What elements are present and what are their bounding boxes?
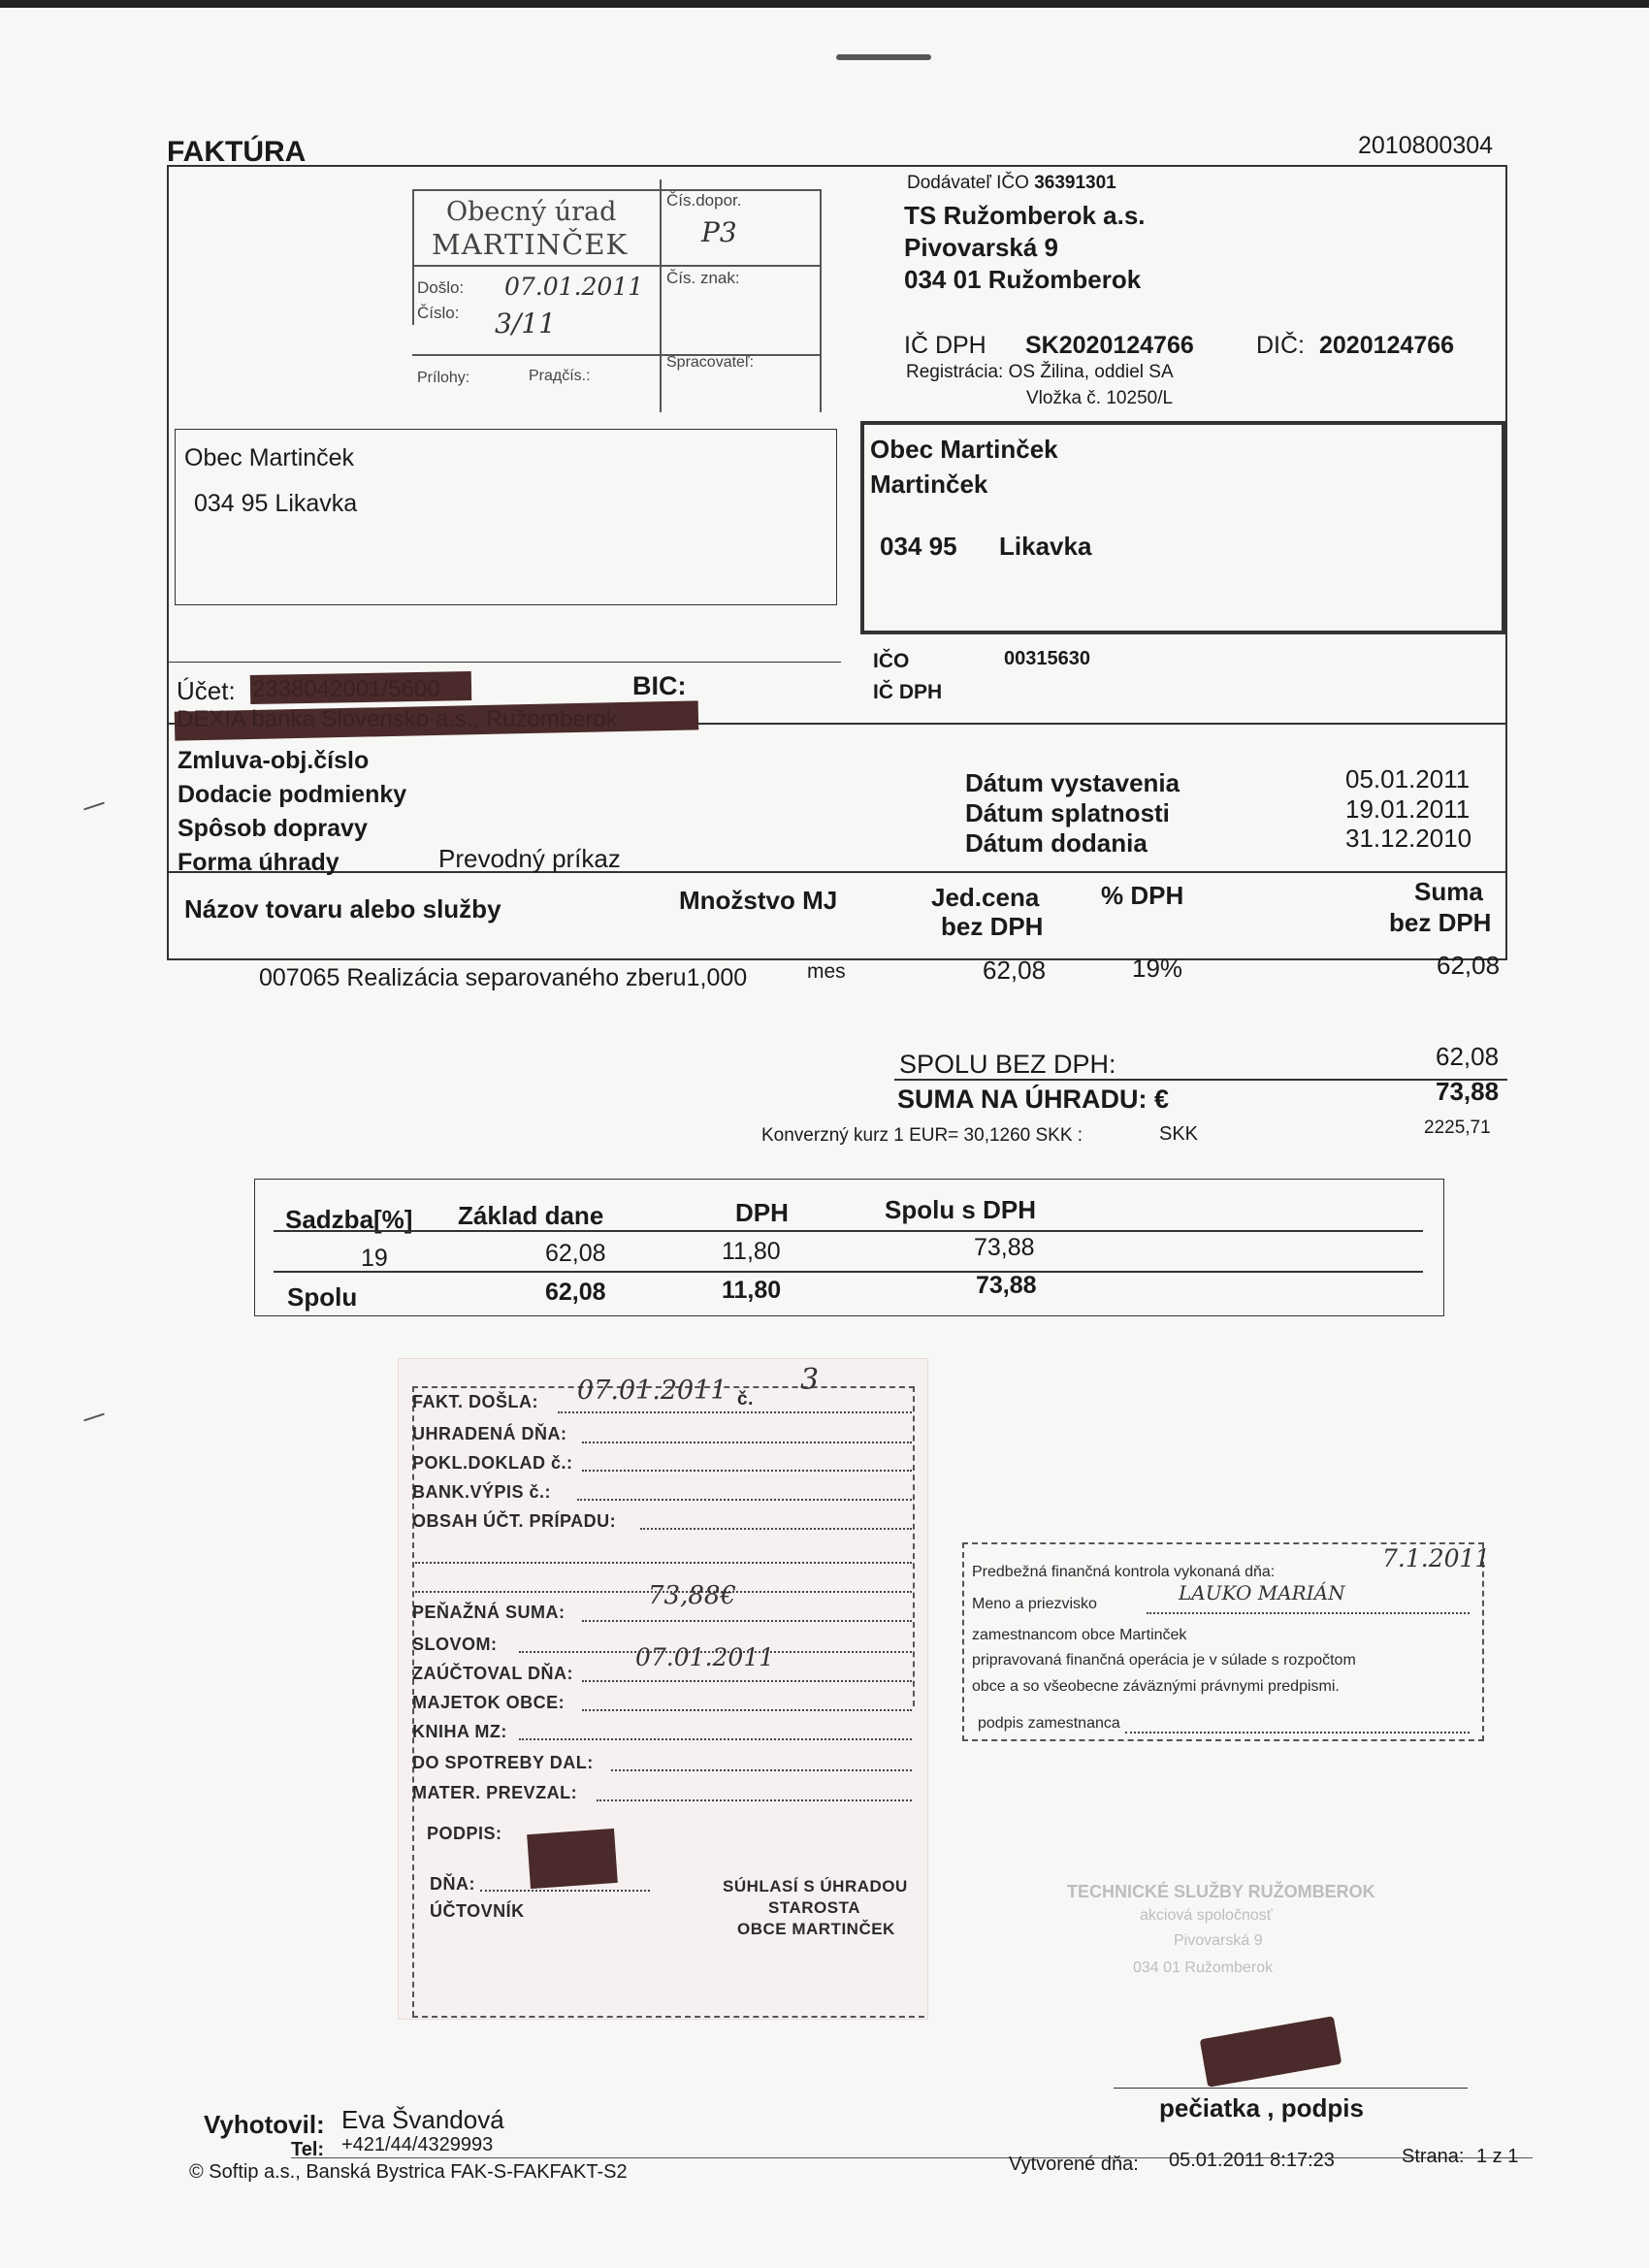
tel-label: Tel: [291, 2139, 325, 2160]
staple-mark [836, 54, 931, 60]
stamp-book-label: KNIHA MZ: [412, 1722, 507, 1741]
top-scan-edge [0, 0, 1649, 8]
stamp-accountant-label: ÚČTOVNÍK [430, 1901, 525, 1921]
supplier-city: 034 01 Ružomberok [904, 265, 1142, 294]
supplier-insert: Vložka č. 10250/L [1026, 388, 1174, 408]
subtotal-value: 62,08 [1436, 1042, 1500, 1071]
stamp-received-value: 07.01.2011 [577, 1376, 728, 1406]
col-price-header-2: bez DPH [941, 912, 1044, 941]
page-value: 1 z 1 [1476, 2146, 1519, 2167]
stamp-sign-label: PODPIS: [427, 1824, 502, 1843]
created-value: 05.01.2011 8:17:23 [1169, 2150, 1335, 2171]
invoice-number: 2010800304 [1358, 132, 1494, 159]
stamp-mayor-3: OBCE MARTINČEK [737, 1920, 895, 1938]
due-total-value: 73,88 [1436, 1077, 1500, 1106]
scan-mark-left-2 [83, 1413, 105, 1422]
stamp-day-dots [480, 1890, 650, 1892]
signature-line [1114, 2088, 1468, 2089]
stamp-material-label: MATER. PREVZAL: [412, 1783, 578, 1802]
supplier-dic-label: DIČ: [1256, 332, 1305, 359]
divider-terms [167, 871, 1507, 873]
stamp-booked-dots [582, 1680, 912, 1682]
col-sum-header-2: bez DPH [1389, 908, 1492, 937]
recipient-ico: 00315630 [1004, 648, 1090, 669]
footer-line [291, 2157, 1533, 2158]
vat-col-base-header: Základ dane [458, 1201, 604, 1230]
bic-label: BIC: [632, 671, 687, 700]
stamp-received-dots [558, 1411, 912, 1413]
recipient-right-line2: Martinček [870, 470, 988, 499]
item-vat: 19% [1132, 954, 1183, 983]
stamp-paid-label: UHRADENÁ DŇA: [412, 1424, 567, 1443]
control-line5: obce a so všeobecne záväznými právnymi predpismi. [972, 1678, 1340, 1695]
due-label: Dátum splatnosti [965, 798, 1170, 827]
stamp-amount-value: 73,88€ [648, 1581, 736, 1610]
vat-table [254, 1179, 1444, 1316]
control-line1: Predbežná finančná kontrola vykonaná dňa: [972, 1564, 1276, 1580]
stamp-day-label: DŇA: [430, 1874, 475, 1894]
company-stamp-line4: 034 01 Ružomberok [1133, 1960, 1274, 1976]
intake-stamp: Obecný úrad MARTINČEK Došlo: 07.01.2011 Číslo: 3/11 Prílohy: Prадčís.: Čís.dopor. P3 Čís. znak: Spracovateľ: [412, 179, 824, 412]
stamp-received-label: FAKT. DOŠLA: [412, 1392, 538, 1411]
col-sum-header-1: Suma [1414, 877, 1483, 906]
account-label: Účet: [177, 676, 236, 705]
supplier-icdph: SK2020124766 [1025, 332, 1194, 359]
vat-total-total: 73,88 [976, 1272, 1037, 1299]
due-total-label: SUMA NA ÚHRADU: € [897, 1085, 1169, 1114]
stamp-event-label: OBSAH ÚČT. PRÍPADU: [412, 1511, 617, 1531]
stamp-property-label: MAJETOK OBCE: [412, 1693, 566, 1712]
conversion-unit: SKK [1159, 1123, 1199, 1145]
control-line4: pripravovaná finančná operácia je v súlade s rozpočtom [972, 1652, 1356, 1669]
item-price: 62,08 [983, 956, 1047, 985]
vat-col-rate-header: Sadzba[%] [285, 1205, 413, 1234]
vat-total-base: 62,08 [545, 1279, 606, 1306]
bank-name: DEXIA banka Slovensko a.s., Ružomberok [177, 706, 618, 732]
company-stamp-line3: Pivovarská 9 [1174, 1932, 1263, 1949]
vat-total-vat: 11,80 [722, 1277, 782, 1304]
stamp-no-value: 3 [800, 1363, 820, 1397]
vat-col-vat-header: DPH [735, 1198, 789, 1227]
control-date: 7.1.2011 [1382, 1544, 1491, 1572]
transport-label: Spôsob dopravy [178, 815, 368, 842]
bank-underline [167, 662, 841, 663]
signature-redaction [527, 1829, 618, 1889]
control-name: LAUKO MARIÁN [1179, 1581, 1345, 1604]
stamp-bank-label: BANK.VÝPIS č.: [412, 1482, 552, 1502]
recipient-left-name: Obec Martinček [184, 444, 355, 471]
stamp-paid-dots [582, 1442, 912, 1443]
stamp-booked-value: 07.01.2011 [635, 1643, 775, 1671]
stamp-event-dots [640, 1528, 912, 1530]
created-label: Vytvorené dňa: [1009, 2154, 1139, 2175]
made-by-value: Eva Švandová [341, 2105, 504, 2134]
supplier-registration: Registrácia: OS Žilina, oddiel SA [906, 362, 1174, 382]
stamp-material-dots [597, 1799, 912, 1801]
conversion-rate: Konverzný kurz 1 EUR= 30,1260 SKK : [761, 1125, 1083, 1146]
totals-divider [894, 1079, 1507, 1081]
col-qty-header: Množstvo MJ [679, 886, 838, 915]
delivery-label: Dátum dodania [965, 828, 1148, 858]
stamp-bank-dots [577, 1499, 912, 1501]
subtotal-label: SPOLU BEZ DPH: [899, 1050, 1116, 1079]
scan-mark-left-1 [83, 802, 105, 811]
stamp-consumption-label: DO SPOTREBY DAL: [412, 1753, 594, 1772]
stamp-signature-label: pečiatka , podpis [1159, 2093, 1364, 2122]
recipient-right-zip: 034 95 [880, 532, 957, 561]
control-line2: Meno a priezvisko [972, 1596, 1097, 1612]
vat-header-line [274, 1230, 1423, 1232]
item-description: 007065 Realizácia separovaného zberu1,000 [259, 964, 748, 991]
supplier-street: Pivovarská 9 [904, 233, 1059, 262]
company-stamp-line1: TECHNICKÉ SLUŽBY RUŽOMBEROK [1067, 1882, 1375, 1901]
supplier-name: TS Ružomberok a.s. [904, 201, 1146, 230]
skk-value: 2225,71 [1424, 1118, 1491, 1138]
stamp-no-label: č. [737, 1389, 754, 1409]
supplier-icdph-label: IČ DPH [904, 332, 986, 359]
page-label: Strana: [1402, 2146, 1465, 2167]
contract-label: Zmluva-obj.číslo [178, 747, 370, 774]
stamp-cash-label: POKL.DOKLAD č.: [412, 1453, 573, 1473]
recipient-ico-label: IČO [873, 650, 910, 672]
issue-value: 05.01.2011 [1345, 764, 1471, 794]
stamp-consumption-dots [611, 1769, 912, 1771]
recipient-left-address: 034 95 Likavka [194, 490, 358, 517]
vat-row-vat: 11,80 [722, 1238, 781, 1265]
control-line3: zamestnancom obce Martinček [972, 1627, 1187, 1643]
vat-total-label: Spolu [287, 1282, 358, 1312]
col-price-header-1: Jed.cena [931, 883, 1040, 912]
recipient-right-city: Likavka [999, 532, 1092, 561]
issue-label: Dátum vystavenia [965, 768, 1180, 797]
stamp-cash-dots [582, 1470, 912, 1472]
stamp-amount-dots [582, 1620, 912, 1622]
vat-col-total-header: Spolu s DPH [885, 1195, 1037, 1224]
control-sign-dots [1125, 1732, 1470, 1733]
delivery-value: 31.12.2010 [1345, 824, 1472, 853]
control-line6: podpis zamestnanca [978, 1715, 1120, 1732]
supplier-ico: Dodávateľ IČO 36391301 [907, 173, 1116, 193]
payment-label: Forma úhrady [178, 849, 340, 876]
recipient-right-name: Obec Martinček [870, 435, 1058, 464]
vat-row-rate: 19 [361, 1245, 388, 1272]
stamp-property-dots [582, 1709, 912, 1711]
col-name-header: Názov tovaru alebo služby [184, 894, 501, 923]
stamp-booked-label: ZAÚČTOVAL DŇA: [412, 1664, 573, 1683]
vat-row-total: 73,88 [974, 1234, 1035, 1261]
supplier-dic: 2020124766 [1319, 332, 1455, 359]
col-vat-header: % DPH [1101, 881, 1184, 910]
invoice-title: FAKTÚRA [167, 136, 307, 168]
account-value: 2338042001/5600 [252, 676, 440, 702]
stamp-mayor-1: SÚHLASÍ S ÚHRADOU [723, 1877, 908, 1895]
vat-row-base: 62,08 [545, 1240, 606, 1267]
stamp-words-label: SLOVOM: [412, 1635, 498, 1654]
vat-total-line [274, 1271, 1423, 1273]
copyright: © Softip a.s., Banská Bystrica FAK-S-FAKFAKT-S2 [189, 2161, 628, 2183]
payment-value: Prevodný príkaz [438, 844, 621, 873]
stamp-book-dots [519, 1738, 912, 1740]
stamp-event-dots-2 [415, 1562, 912, 1564]
stamp-signature-redaction [1200, 2016, 1342, 2088]
stamp-mayor-2: STAROSTA [768, 1898, 860, 1917]
delivery-terms-label: Dodacie podmienky [178, 781, 407, 808]
tel-value: +421/44/4329993 [341, 2134, 494, 2155]
stamp-amount-label: PEŇAŽNÁ SUMA: [412, 1603, 566, 1622]
made-by-label: Vyhotovil: [204, 2110, 325, 2139]
due-value: 19.01.2011 [1345, 794, 1471, 824]
company-stamp-line2: akciová spoločnosť [1140, 1907, 1273, 1924]
recipient-icdph-label: IČ DPH [873, 681, 943, 703]
item-unit: mes [807, 960, 846, 983]
control-name-dots [1147, 1612, 1470, 1614]
item-sum: 62,08 [1437, 951, 1501, 980]
